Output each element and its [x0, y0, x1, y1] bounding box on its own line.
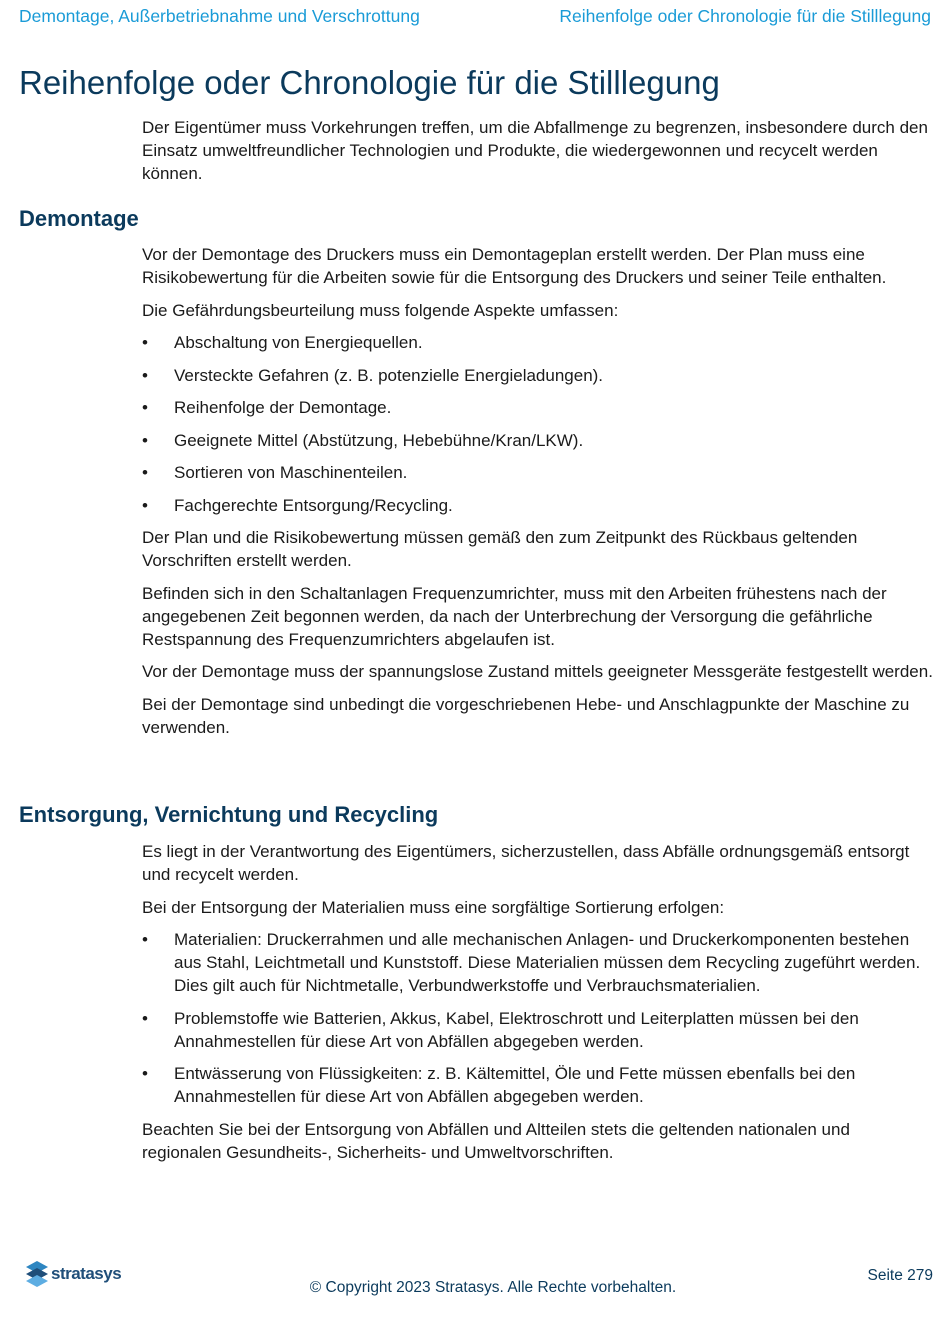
page-title: Reihenfolge oder Chronologie für die Stilllegung	[19, 64, 720, 101]
list-item-text: Abschaltung von Energiequellen.	[174, 333, 423, 352]
section-heading-demontage: Demontage	[19, 206, 139, 231]
demontage-block	[142, 243, 934, 748]
bullet-icon: •	[142, 930, 148, 949]
paragraph: Die Gefährdungsbeurteilung muss folgende Aspekte umfassen:	[142, 300, 619, 320]
list-item-text: Reihenfolge der Demontage.	[174, 398, 392, 417]
list-item	[142, 461, 934, 484]
disposal-list	[142, 928, 934, 1108]
list-item	[142, 1062, 934, 1108]
entsorgung-block	[142, 840, 934, 1173]
list-item-text: Problemstoffe wie Batterien, Akkus, Kabel, Elektroschrott und Leiterplatten müssen bei den Annahmestellen für diese Art von Abfällen abgegeben werden.	[174, 1008, 859, 1051]
paragraph: Befinden sich in den Schaltanlagen Frequenzumrichter, muss mit den Arbeiten frühestens nach der angegebenen Zeit begonnen werden, da nach der Unterbrechung der Versorgung die gefährliche Restspannung des Frequenzumrichters abgelaufen ist.	[142, 583, 887, 649]
paragraph: Beachten Sie bei der Entsorgung von Abfällen und Altteilen stets die geltenden nationalen und regionalen Gesundheits-, Sicherheits- und Umweltvorschriften.	[142, 1119, 850, 1162]
list-item-text: Materialien: Druckerrahmen und alle mechanischen Anlagen- und Druckerkomponenten bestehen aus Stahl, Leichtmetall und Kunststoff. Diese Materialien müssen dem Recycling zugeführt werden. Dies gilt auch für Nichtmetalle, Verbundwerkstoffe und Verbrauchsmaterialien.	[174, 930, 921, 995]
paragraph: Bei der Demontage sind unbedingt die vorgeschriebenen Hebe- und Anschlagpunkte der Maschine zu verwenden.	[142, 694, 910, 737]
list-item	[142, 429, 934, 452]
paragraph: Der Plan und die Risikobewertung müssen gemäß den zum Zeitpunkt des Rückbaus geltenden Vorschriften erstellt werden.	[142, 528, 858, 570]
paragraph: Es liegt in der Verantwortung des Eigentümers, sicherzustellen, dass Abfälle ordnungsgemäß entsorgt und recycelt werden.	[142, 842, 910, 884]
list-item	[142, 928, 934, 997]
list-item-text: Fachgerechte Entsorgung/Recycling.	[174, 495, 453, 515]
bullet-icon: •	[142, 1008, 148, 1028]
stratasys-wordmark: stratasys	[51, 1264, 122, 1283]
list-item	[142, 364, 934, 387]
risk-aspects-list	[142, 331, 934, 517]
list-item	[142, 1007, 934, 1053]
intro-paragraph: Der Eigentümer muss Vorkehrungen treffen, um die Abfallmenge zu begrenzen, insbesondere durch den Einsatz umweltfreundlicher Technologien und Produkte, die wiedergewonnen und recycelt werden können.	[142, 118, 928, 183]
bullet-icon: •	[142, 463, 148, 482]
intro-block	[142, 116, 934, 195]
paragraph: Vor der Demontage muss der spannungslose Zustand mittels geeigneter Messgeräte festgestellt werden.	[142, 662, 933, 681]
bullet-icon: •	[142, 430, 148, 450]
list-item-text: Geeignete Mittel (Abstützung, Hebebühne/Kran/LKW).	[174, 430, 584, 450]
list-item	[142, 494, 934, 517]
list-item	[142, 331, 934, 354]
bullet-icon: •	[142, 1064, 148, 1083]
list-item-text: Versteckte Gefahren (z. B. potenzielle Energieladungen).	[174, 365, 604, 385]
copyright-notice: © Copyright 2023 Stratasys. Alle Rechte vorbehalten.	[309, 1279, 677, 1296]
list-item	[142, 396, 934, 419]
bullet-icon: •	[142, 333, 148, 352]
bullet-icon: •	[142, 365, 148, 385]
bullet-icon: •	[142, 398, 148, 417]
list-item-text: Sortieren von Maschinenteilen.	[174, 463, 408, 482]
running-header	[19, 6, 931, 26]
bullet-icon: •	[142, 495, 148, 515]
section-heading-entsorgung: Entsorgung, Vernichtung und Recycling	[19, 802, 439, 827]
header-chapter-title: Demontage, Außerbetriebnahme und Verschrottung	[19, 6, 420, 26]
page-number: Seite 279	[867, 1267, 933, 1284]
list-item-text: Entwässerung von Flüssigkeiten: z. B. Kältemittel, Öle und Fette müssen ebenfalls bei den Annahmestellen für diese Art von Abfällen abgegeben werden.	[174, 1064, 856, 1106]
header-section-title: Reihenfolge oder Chronologie für die Stilllegung	[559, 6, 931, 26]
paragraph: Vor der Demontage des Druckers muss ein Demontageplan erstellt werden. Der Plan muss eine Risikobewertung für die Arbeiten sowie für die Entsorgung des Druckers und seiner Teile enthalten.	[142, 245, 887, 287]
paragraph: Bei der Entsorgung der Materialien muss eine sorgfältige Sortierung erfolgen:	[142, 897, 725, 917]
